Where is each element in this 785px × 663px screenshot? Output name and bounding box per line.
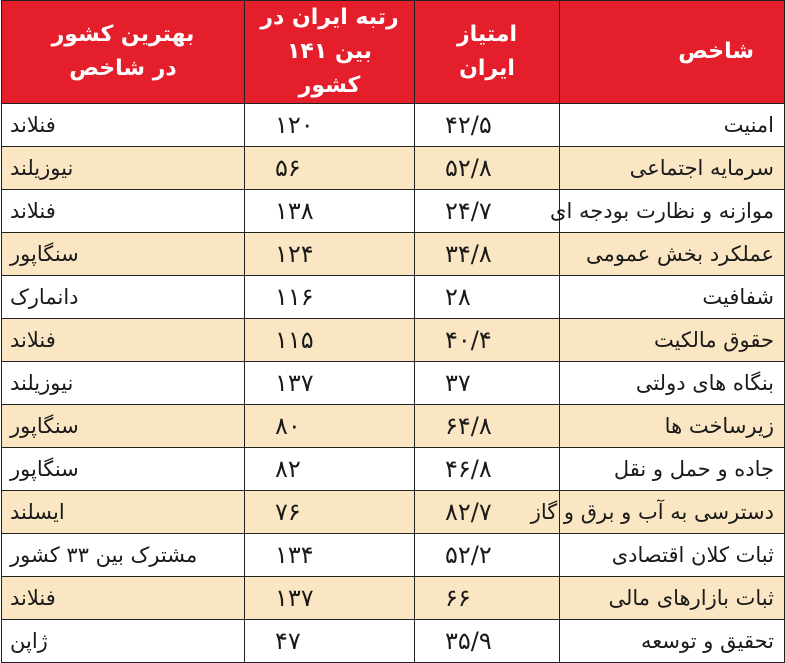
score-cell: ۳۷ [415, 362, 560, 405]
table-row [2, 147, 785, 190]
rank-cell: ۸۰ [245, 405, 415, 448]
score-cell: ۶۴/۸ [415, 405, 560, 448]
indicator-cell: تحقیق و توسعه [560, 620, 785, 663]
indicator-cell: سرمایه اجتماعی [560, 147, 785, 190]
best-country-cell: فنلاند [2, 319, 245, 362]
indicator-cell: بنگاه های دولتی [560, 362, 785, 405]
best-country-cell: مشترک بین ۳۳ کشور [2, 534, 245, 577]
rank-cell: ۵۶ [245, 147, 415, 190]
table-row [2, 577, 785, 620]
indicator-cell: زیرساخت ها [560, 405, 785, 448]
best-country-header: بهترین کشور در شاخص [2, 1, 245, 104]
table-row [2, 233, 785, 276]
rank-header: رتبه ایران در بین ۱۴۱ کشور [245, 1, 415, 104]
rank-cell: ۱۳۷ [245, 362, 415, 405]
score-cell: ۲۸ [415, 276, 560, 319]
rank-cell: ۱۲۴ [245, 233, 415, 276]
table-row [2, 190, 785, 233]
indicator-cell: امنیت [560, 104, 785, 147]
best-country-cell: ایسلند [2, 491, 245, 534]
best-country-cell: سنگاپور [2, 448, 245, 491]
best-country-cell: ژاپن [2, 620, 245, 663]
rank-cell: ۱۳۴ [245, 534, 415, 577]
indicator-cell: موازنه و نظارت بودجه ای [560, 190, 785, 233]
best-country-cell: فنلاند [2, 577, 245, 620]
table-row [2, 491, 785, 534]
score-cell: ۳۵/۹ [415, 620, 560, 663]
best-country-cell: دانمارک [2, 276, 245, 319]
score-cell: ۶۶ [415, 577, 560, 620]
rank-cell: ۷۶ [245, 491, 415, 534]
indicator-cell: شفافیت [560, 276, 785, 319]
table-row [2, 319, 785, 362]
score-cell: ۸۲/۷ [415, 491, 560, 534]
best-country-cell: سنگاپور [2, 233, 245, 276]
rank-cell: ۱۳۷ [245, 577, 415, 620]
rank-cell: ۱۱۵ [245, 319, 415, 362]
table-row [2, 620, 785, 663]
table-row [2, 534, 785, 577]
indicator-cell: ثبات کلان اقتصادی [560, 534, 785, 577]
score-cell: ۵۲/۲ [415, 534, 560, 577]
indicator-cell: دسترسی به آب و برق و گاز [560, 491, 785, 534]
score-cell: ۳۴/۸ [415, 233, 560, 276]
indicator-cell: جاده و حمل و نقل [560, 448, 785, 491]
best-country-cell: فنلاند [2, 190, 245, 233]
rank-cell: ۱۲۰ [245, 104, 415, 147]
score-cell: ۲۴/۷ [415, 190, 560, 233]
table-header-row [2, 1, 785, 104]
score-cell: ۴۲/۵ [415, 104, 560, 147]
table-row [2, 276, 785, 319]
indicator-cell: ثبات بازارهای مالی [560, 577, 785, 620]
score-cell: ۴۶/۸ [415, 448, 560, 491]
table-row [2, 104, 785, 147]
best-country-cell: فنلاند [2, 104, 245, 147]
indicator-cell: عملکرد بخش عمومی [560, 233, 785, 276]
score-header: امتیاز ایران [415, 1, 560, 104]
indicator-cell: حقوق مالکیت [560, 319, 785, 362]
rank-cell: ۱۱۶ [245, 276, 415, 319]
best-country-cell: سنگاپور [2, 405, 245, 448]
best-country-cell: نیوزیلند [2, 362, 245, 405]
score-cell: ۵۲/۸ [415, 147, 560, 190]
rank-cell: ۸۲ [245, 448, 415, 491]
rank-cell: ۱۳۸ [245, 190, 415, 233]
score-cell: ۴۰/۴ [415, 319, 560, 362]
best-country-cell: نیوزیلند [2, 147, 245, 190]
indicator-header: شاخص [560, 1, 785, 104]
ranking-table [1, 0, 785, 663]
table-row [2, 405, 785, 448]
table-row [2, 448, 785, 491]
table-row [2, 362, 785, 405]
rank-cell: ۴۷ [245, 620, 415, 663]
